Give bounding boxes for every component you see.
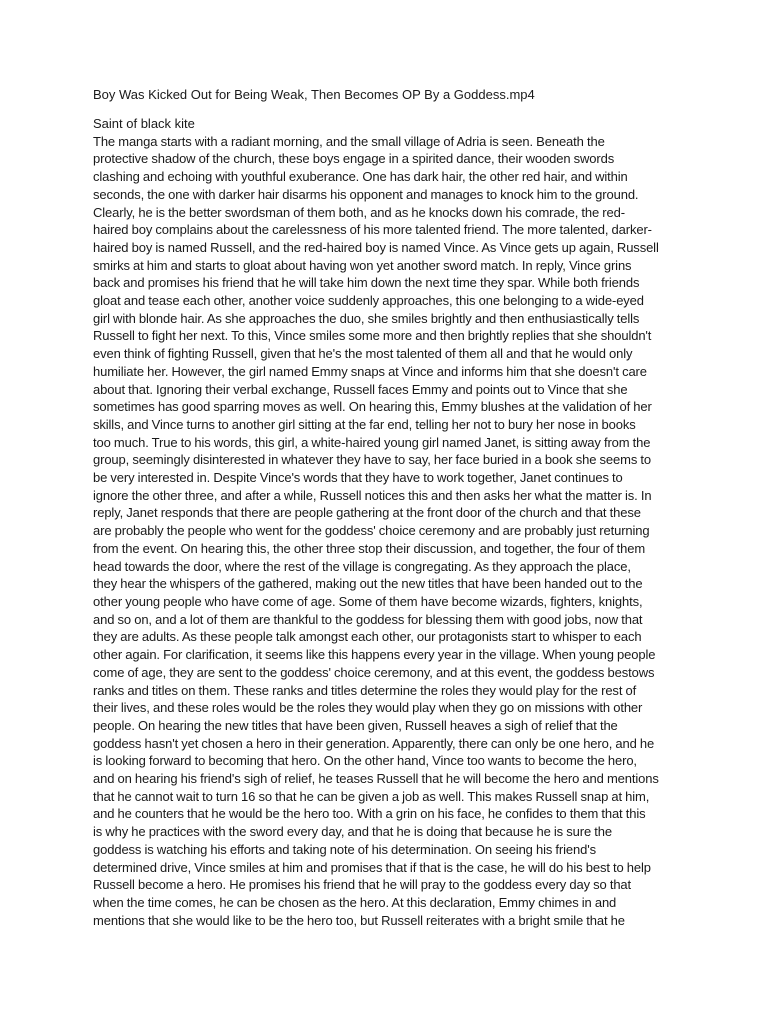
body-line: protective shadow of the church, these boys engage in a spirited dance, their wooden swords xyxy=(93,151,615,167)
body-line: about that. Ignoring their verbal exchange, Russell faces Emmy and points out to Vince that she xyxy=(93,381,628,397)
body-line: reply, Janet responds that there are people gathering at the front door of the church and that these xyxy=(93,505,641,521)
body-line: determined drive, Vince smiles at him and promises that if that is the case, he will do his best to help xyxy=(93,859,651,875)
body-line: haired boy complains about the carelessness of his more talented friend. The more talented, darker- xyxy=(93,222,652,238)
document-title: Boy Was Kicked Out for Being Weak, Then Becomes OP By a Goddess.mp4 xyxy=(93,87,535,102)
body-line: clashing and echoing with youthful exuberance. One has dark hair, the other red hair, and within xyxy=(93,169,628,185)
body-line: Clearly, he is the better swordsman of them both, and as he knocks down his comrade, the red- xyxy=(93,204,625,220)
body-line: humiliate her. However, the girl named Emmy snaps at Vince and informs him that she doesn't care xyxy=(93,363,647,379)
body-line: haired boy is named Russell, and the red-haired boy is named Vince. As Vince gets up again, Russell xyxy=(93,239,659,255)
body-line: back and promises his friend that he will take him down the next time they spar. While both friends xyxy=(93,275,640,291)
body-line: skills, and Vince turns to another girl sitting at the far end, telling her not to bury her nose in books xyxy=(93,416,636,432)
body-line: come of age, they are sent to the goddess' choice ceremony, and at this event, the goddess bestows xyxy=(93,664,655,680)
body-line: ignore the other three, and after a while, Russell notices this and then asks her what the matter is. In xyxy=(93,487,652,503)
body-line: other again. For clarification, it seems like this happens every year in the village. When young people xyxy=(93,647,656,663)
body-line: group, seemingly disinterested in whatever they have to say, her face buried in a book she seems to xyxy=(93,452,651,468)
body-line: The manga starts with a radiant morning, and the small village of Adria is seen. Beneath the xyxy=(93,133,605,149)
body-line: seconds, the one with darker hair disarms his opponent and manages to knock him to the ground. xyxy=(93,186,639,202)
document-author: Saint of black kite xyxy=(93,116,195,131)
body-line: Russell to fight her next. To this, Vince smiles some more and then brightly replies that she shouldn't xyxy=(93,328,652,344)
document-body xyxy=(93,133,676,930)
body-line: even think of fighting Russell, given that he's the most talented of them all and that he would only xyxy=(93,346,633,362)
body-line: mentions that she would like to be the hero too, but Russell reiterates with a bright smile that he xyxy=(93,912,625,928)
body-line: is looking forward to becoming that hero. On the other hand, Vince too wants to become the hero, xyxy=(93,753,637,769)
body-line: people. On hearing the new titles that have been given, Russell heaves a sigh of relief that the xyxy=(93,717,618,733)
body-line: too much. True to his words, this girl, a white-haired young girl named Janet, is sitting away from the xyxy=(93,434,651,450)
body-line: and on hearing his friend's sigh of relief, he teases Russell that he will become the hero and mentions xyxy=(93,771,659,787)
body-line: head towards the door, where the rest of the village is congregating. As they approach the place, xyxy=(93,558,631,574)
body-line: sometimes has good sparring moves as well. On hearing this, Emmy blushes at the validation of her xyxy=(93,399,652,415)
body-line: from the event. On hearing this, the other three stop their discussion, and together, the four of them xyxy=(93,540,646,556)
body-line: when the time comes, he can be chosen as the hero. At this declaration, Emmy chimes in and xyxy=(93,894,617,910)
document-page xyxy=(93,86,676,929)
body-line: they are adults. As these people talk amongst each other, our protagonists start to whisper to each xyxy=(93,629,642,645)
body-line: that he cannot wait to turn 16 so that he can be given a job as well. This makes Russell snap at him, xyxy=(93,788,650,804)
body-line: goddess hasn't yet chosen a hero in their generation. Apparently, there can only be one hero, and he xyxy=(93,735,655,751)
body-line: smirks at him and starts to gloat about having won yet another sword match. In reply, Vince grins xyxy=(93,257,632,273)
body-line: they hear the whispers of the gathered, making out the new titles that have been handed out to the xyxy=(93,576,643,592)
body-line: their lives, and these roles would be the roles they would play when they go on missions with other xyxy=(93,700,643,716)
body-line: other young people who have come of age. Some of them have become wizards, fighters, knights, xyxy=(93,593,643,609)
body-line: goddess is watching his efforts and taking note of his determination. On seeing his friend's xyxy=(93,841,596,857)
body-line: be very interested in. Despite Vince's words that they have to work together, Janet continues to xyxy=(93,470,623,486)
body-line: Russell become a hero. He promises his friend that he will pray to the goddess every day so that xyxy=(93,877,632,893)
body-line: gloat and tease each other, another voice suddenly approaches, this one belonging to a wide-eyed xyxy=(93,293,644,309)
body-line: girl with blonde hair. As she approaches the duo, she smiles brightly and then enthusiastically tells xyxy=(93,310,640,326)
body-line: is why he practices with the sword every day, and that he is doing that because he is sure the xyxy=(93,824,612,840)
body-line: ranks and titles on them. These ranks and titles determine the roles they would play for the rest of xyxy=(93,682,637,698)
body-line: and so on, and a lot of them are thankful to the goddess for blessing them with good jobs, now that xyxy=(93,611,643,627)
body-line: and he counters that he would be the hero too. With a grin on his face, he confides to them that this xyxy=(93,806,646,822)
body-line: are probably the people who went for the goddess' choice ceremony and are probably just returning xyxy=(93,523,650,539)
